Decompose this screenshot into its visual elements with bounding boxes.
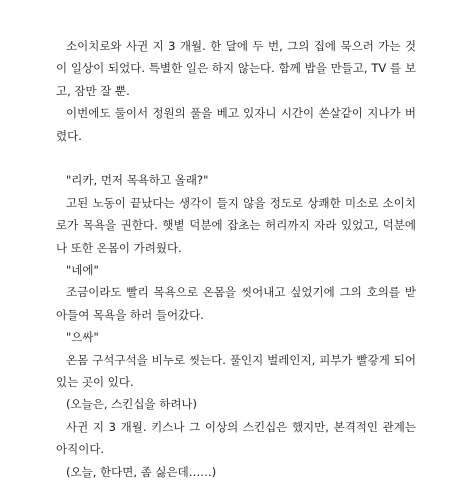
paragraph-1: 소이치로와 사귄 지 3 개월. 한 달에 두 번, 그의 집에 묵으러 가는 것이 일상이 되었다. 특별한 일은 하지 않는다. 함께 밥을 만들고, TV 를 보고, 잠만 잘 뿐. — [56, 39, 416, 98]
paragraph-3: "리카, 먼저 목욕하고 올래?" — [66, 173, 209, 188]
paragraph-2: 이번에도 둘이서 정원의 풀을 베고 있자니 시간이 쏜살같이 지나가 버렸다. — [56, 106, 416, 143]
paragraph-5: "네에" — [66, 263, 99, 278]
paragraph-8: 온몸 구석구석을 비누로 씻는다. 풀인지 벌레인지, 피부가 빨갛게 되어 있는 곳이 있다. — [56, 352, 416, 390]
body-text — [56, 35, 416, 483]
paragraph-4: 고된 노동이 끝났다는 생각이 들지 않을 정도로 상쾌한 미소로 소이치로가 목욕을 권한다. 햇볕 덕분에 잡초는 허리까지 자라 있었고, 덕분에 나 또한 온몸이 가려웠다. — [56, 195, 416, 255]
paragraph-9: (오늘은, 스킨십을 하려나) — [66, 397, 198, 412]
paragraph-7: "으싸" — [66, 330, 99, 345]
paragraph-10: 사귄 지 3 개월. 키스나 그 이상의 스킨십은 했지만, 본격적인 관계는 아직이다. — [56, 419, 416, 457]
paragraph-11: (오늘, 한다면, 좀 싫은데……) — [66, 464, 217, 479]
paragraph-6: 조금이라도 빨리 목욕으로 온몸을 씻어내고 싶었기에 그의 호의를 받아들여 목욕을 하러 들어갔다. — [56, 285, 416, 322]
blank-line — [56, 147, 416, 169]
